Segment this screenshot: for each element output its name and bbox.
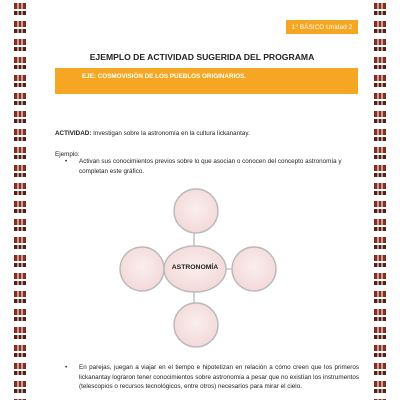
bullet-text-2: En parejas, juegan a viajar en el tiempo e hipotetizan en relación a cómo creen que los primeros lickanantay lograron tener conocimientos sobre astronomía a pesar que no existían los instrumentos (telescopios o recursos tecnológicos, entre otros) necesarios para mirar el cielo.	[79, 364, 360, 391]
bullet-text-1: Activan sus conocimientos previos sobre lo que asocian o conocen del concepto astronomía y completan este gráfico.	[79, 158, 342, 175]
satellite-circle-bottom	[174, 303, 218, 347]
satellite-circle-left	[120, 247, 164, 291]
bullet-dot-icon: •	[65, 364, 68, 371]
unit-badge: 1° BÁSICO Unidad 2	[286, 20, 358, 34]
example-label: Ejemplo:	[55, 151, 80, 158]
axis-banner: EJE: COSMOVISIÓN DE LOS PUEBLOS ORIGINARIOS.	[55, 68, 358, 94]
activity-label: ACTIVIDAD:	[55, 130, 92, 137]
activity-text: Investigan sobre la astronomía en la cultura lickanantay.	[91, 130, 250, 137]
satellite-circle-right	[232, 247, 276, 291]
bullet-dot-icon: •	[65, 158, 68, 165]
satellite-circle-top	[174, 189, 218, 233]
page-title: EJEMPLO DE ACTIVIDAD SUGERIDA DEL PROGRAMA	[89, 52, 315, 62]
center-label: ASTRONOMÍA	[171, 264, 219, 271]
